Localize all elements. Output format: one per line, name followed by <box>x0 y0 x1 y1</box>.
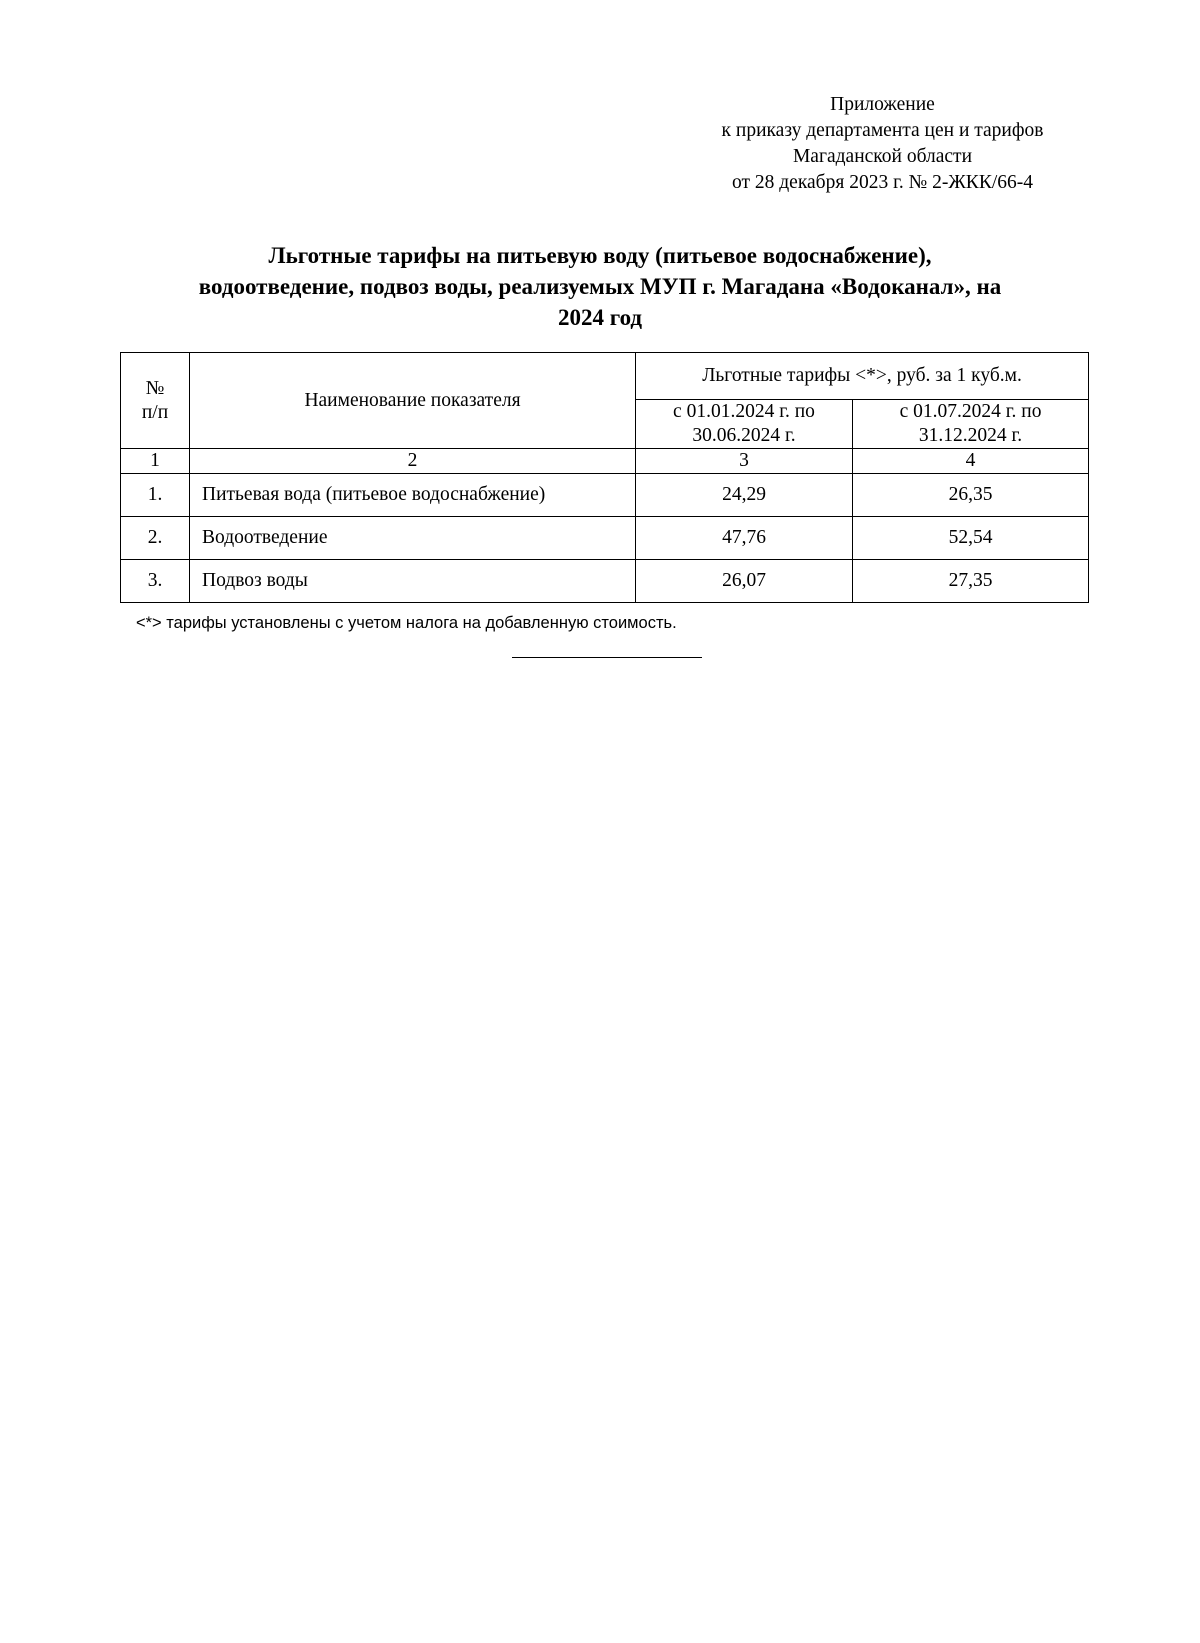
header-num-abbr: п/п <box>141 401 169 423</box>
row-name: Питьевая вода (питьевое водоснабжение) <box>190 474 636 517</box>
row-num: 2. <box>121 517 190 560</box>
header-name-cell: Наименование показателя <box>190 353 636 449</box>
period-2-line: с 01.07.2024 г. по <box>899 401 1042 422</box>
column-number: 2 <box>190 449 636 474</box>
header-period-2 <box>853 400 1089 449</box>
column-number: 1 <box>121 449 190 474</box>
period-2-line: 31.12.2024 г. <box>918 425 1023 446</box>
row-num: 3. <box>121 560 190 603</box>
appendix-line: Приложение <box>830 94 935 115</box>
header-row <box>121 353 1089 400</box>
row-num: 1. <box>121 474 190 517</box>
row-name: Подвоз воды <box>190 560 636 603</box>
column-number: 4 <box>853 449 1089 474</box>
appendix-line: Магаданской области <box>792 146 973 167</box>
title-line: Льготные тарифы на питьевую воду (питьевое водоснабжение), <box>268 243 932 268</box>
title-line: водоотведение, подвоз воды, реализуемых МУП г. Магадана «Водоканал», на <box>198 274 1002 299</box>
header-tariffs-group: Льготные тарифы <*>, руб. за 1 куб.м. <box>636 353 1089 400</box>
row-tariff-period-1: 26,07 <box>636 560 853 603</box>
header-num-cell <box>121 353 190 449</box>
column-number: 3 <box>636 449 853 474</box>
appendix-line: к приказу департамента цен и тарифов <box>721 120 1044 141</box>
period-1-line: с 01.01.2024 г. по <box>673 401 815 422</box>
table-row <box>121 474 1089 517</box>
row-tariff-period-1: 47,76 <box>636 517 853 560</box>
column-number-row <box>121 449 1089 474</box>
document-title <box>120 240 1080 333</box>
end-rule <box>512 657 702 658</box>
row-tariff-period-2: 52,54 <box>853 517 1089 560</box>
row-name: Водоотведение <box>190 517 636 560</box>
tariffs-table <box>120 352 1089 603</box>
title-line: 2024 год <box>557 305 643 330</box>
period-1-line: 30.06.2024 г. <box>692 425 796 446</box>
header-period-1 <box>636 400 853 449</box>
row-tariff-period-2: 27,35 <box>853 560 1089 603</box>
appendix-line: от 28 декабря 2023 г. № 2-ЖКК/66-4 <box>732 172 1033 193</box>
appendix-block <box>680 92 1085 196</box>
row-tariff-period-1: 24,29 <box>636 474 853 517</box>
table-row <box>121 517 1089 560</box>
row-tariff-period-2: 26,35 <box>853 474 1089 517</box>
footnote: <*> тарифы установлены с учетом налога на добавленную стоимость. <box>136 614 677 632</box>
header-num-symbol: № <box>145 377 165 399</box>
table-row <box>121 560 1089 603</box>
